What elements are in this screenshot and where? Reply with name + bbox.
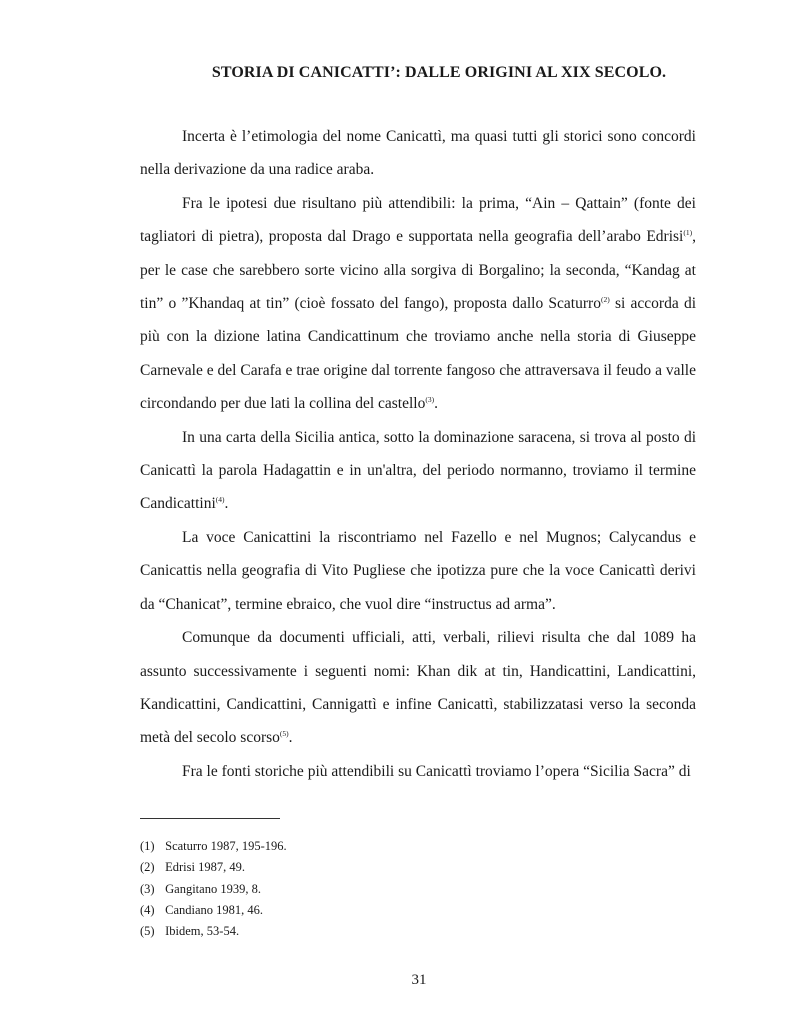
paragraph-6: Fra le fonti storiche più attendibili su Canicattì troviamo l’opera “Sicilia Sacra” di	[182, 762, 691, 780]
footnote-4	[140, 900, 287, 921]
page-number: 31	[411, 972, 427, 988]
paragraph-3: In una carta della Sicilia antica, sotto la dominazione saracena, si trova al posto di Canicattì la parola Hadagattin e in un'altra, del periodo normanno, troviamo il termine Candicattini$^{(4)}$.	[140, 428, 696, 513]
footnote-number: (3)	[140, 881, 155, 896]
body-text	[140, 120, 696, 788]
footnote-number: (4)	[140, 902, 155, 917]
footnote-ref-2: (2)	[600, 295, 610, 305]
footnote-text: Candiano 1981, 46.	[165, 902, 264, 917]
paragraph-4: La voce Canicattini la riscontriamo nel Fazello e nel Mugnos; Calycandus e Canicattis nella geografia di Vito Pugliese che ipotizza pure che la voce Canicattì derivi da “Chanicat”, termine ebraico, che vuol dire “instructus ad arma”.	[140, 528, 696, 613]
footnote-text: Scaturro 1987, 195-196.	[165, 839, 287, 853]
footnote-text: Gangitano 1939, 8.	[165, 881, 261, 896]
footnote-number: (1)	[140, 839, 155, 853]
footnote-number: (5)	[140, 924, 155, 939]
footnote-text: Edrisi 1987, 49.	[165, 860, 245, 875]
footnote-ref-3: (3)	[425, 395, 435, 405]
footnote-ref-4: (4)	[215, 495, 225, 505]
footnote-5	[140, 921, 287, 942]
page-title: STORIA DI CANICATTI’: DALLE ORIGINI AL XIX SECOLO.	[211, 64, 667, 81]
footnote-text: Ibidem, 53-54.	[165, 924, 240, 939]
footnotes	[140, 836, 287, 942]
paragraph-1: Incerta è l’etimologia del nome Canicattì, ma quasi tutti gli storici sono concordi nella derivazione da una radice araba.	[140, 128, 696, 179]
footnote-2	[140, 857, 287, 878]
footnote-ref-5: (5)	[279, 729, 289, 739]
paragraph-5: Comunque da documenti ufficiali, atti, verbali, rilievi risulta che dal 1089 ha assunto successivamente i seguenti nomi: Khan dik at tin, Handicattini, Landicattini, Kandicattini, Candicattini, Cannigattì e infine Canicattì, stabilizzatasi verso la seconda metà del secolo scorso$^{(5)}$.	[140, 629, 696, 747]
paragraph-2: Fra le ipotesi due risultano più attendibili: la prima, “Ain – Qattain” (fonte dei tagliatori di pietra), proposta dal Drago e supportata nella geografia dell’arabo Edrisi$^{(1)}$, per le case che sarebbero sorte vicino alla sorgiva di Borgalino; la seconda, “Kandag at tin” o ”Khandaq at tin” (cioè fossato del fango), proposta dallo Scaturro$^{(2)}$ si accorda di più con la dizione latina Candicattinum che troviamo anche nella storia di Giuseppe Carnevale e del Carafa e trae origine dal torrente fangoso che attraversava il feudo a valle circondando per due lati la collina del castello$^{(3)}$.	[140, 194, 697, 413]
footnote-ref-1: (1)	[683, 228, 693, 238]
footnote-3	[140, 879, 287, 900]
footnote-1	[140, 836, 287, 857]
footnote-number: (2)	[140, 860, 155, 875]
footnote-separator	[140, 818, 280, 819]
